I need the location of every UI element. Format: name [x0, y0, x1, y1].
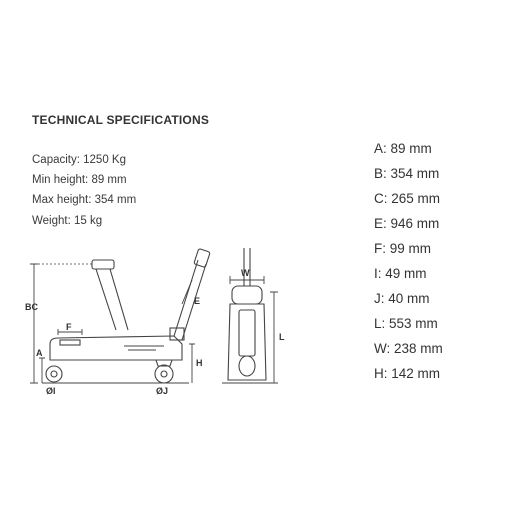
label-e: E — [194, 296, 201, 306]
handle-grip-shape — [194, 249, 210, 268]
label-h: H — [196, 358, 203, 368]
dim-f: F: 99 mm — [374, 241, 432, 256]
dim-line-h — [189, 344, 195, 383]
dim-l: L: 553 mm — [374, 316, 438, 331]
page-title: TECHNICAL SPECIFICATIONS — [32, 113, 210, 127]
chassis-detail-lines — [124, 346, 164, 350]
front-head-shape — [232, 286, 262, 304]
dim-i: I: 49 mm — [374, 266, 427, 281]
jack-dimension-drawing — [24, 240, 294, 400]
label-f: F — [66, 322, 72, 332]
spec-weight: Weight: 15 kg — [32, 214, 103, 227]
label-l: L — [279, 332, 285, 342]
front-wheel-shape — [239, 356, 255, 376]
dim-j: J: 40 mm — [374, 291, 430, 306]
dim-c: C: 265 mm — [374, 191, 441, 206]
dim-line-bc — [30, 264, 38, 383]
label-a: A — [36, 348, 43, 358]
dim-e: E: 946 mm — [374, 216, 440, 231]
dim-line-a — [39, 358, 45, 383]
front-pump-shape — [239, 310, 255, 356]
spec-max-height: Max height: 354 mm — [32, 194, 137, 207]
spec-min-height: Min height: 89 mm — [32, 174, 127, 187]
dim-w: W: 238 mm — [374, 341, 443, 356]
handle-socket-shape — [170, 328, 184, 340]
dim-line-e — [182, 280, 192, 304]
saddle-shape — [92, 260, 114, 269]
rear-wheel-hub-shape — [161, 371, 167, 377]
dim-h: H: 142 mm — [374, 366, 441, 381]
spec-list — [32, 150, 136, 231]
spec-capacity: Capacity: 1250 Kg — [32, 154, 126, 166]
front-wheel-hub-shape — [51, 371, 57, 377]
dimension-list — [374, 136, 443, 386]
lift-arm-shape — [96, 269, 128, 330]
part-f-shape — [60, 340, 80, 345]
dim-b: B: 354 mm — [374, 166, 440, 181]
label-w: W — [241, 268, 250, 278]
label-bc: BC — [25, 302, 38, 312]
rear-wheel-shape — [155, 365, 173, 383]
label-i: ØI — [46, 386, 56, 396]
dim-line-l — [270, 292, 278, 383]
label-j: ØJ — [156, 386, 169, 396]
front-wheel-shape — [46, 366, 62, 382]
dim-a: A: 89 mm — [374, 141, 432, 156]
front-body-shape — [228, 304, 266, 380]
